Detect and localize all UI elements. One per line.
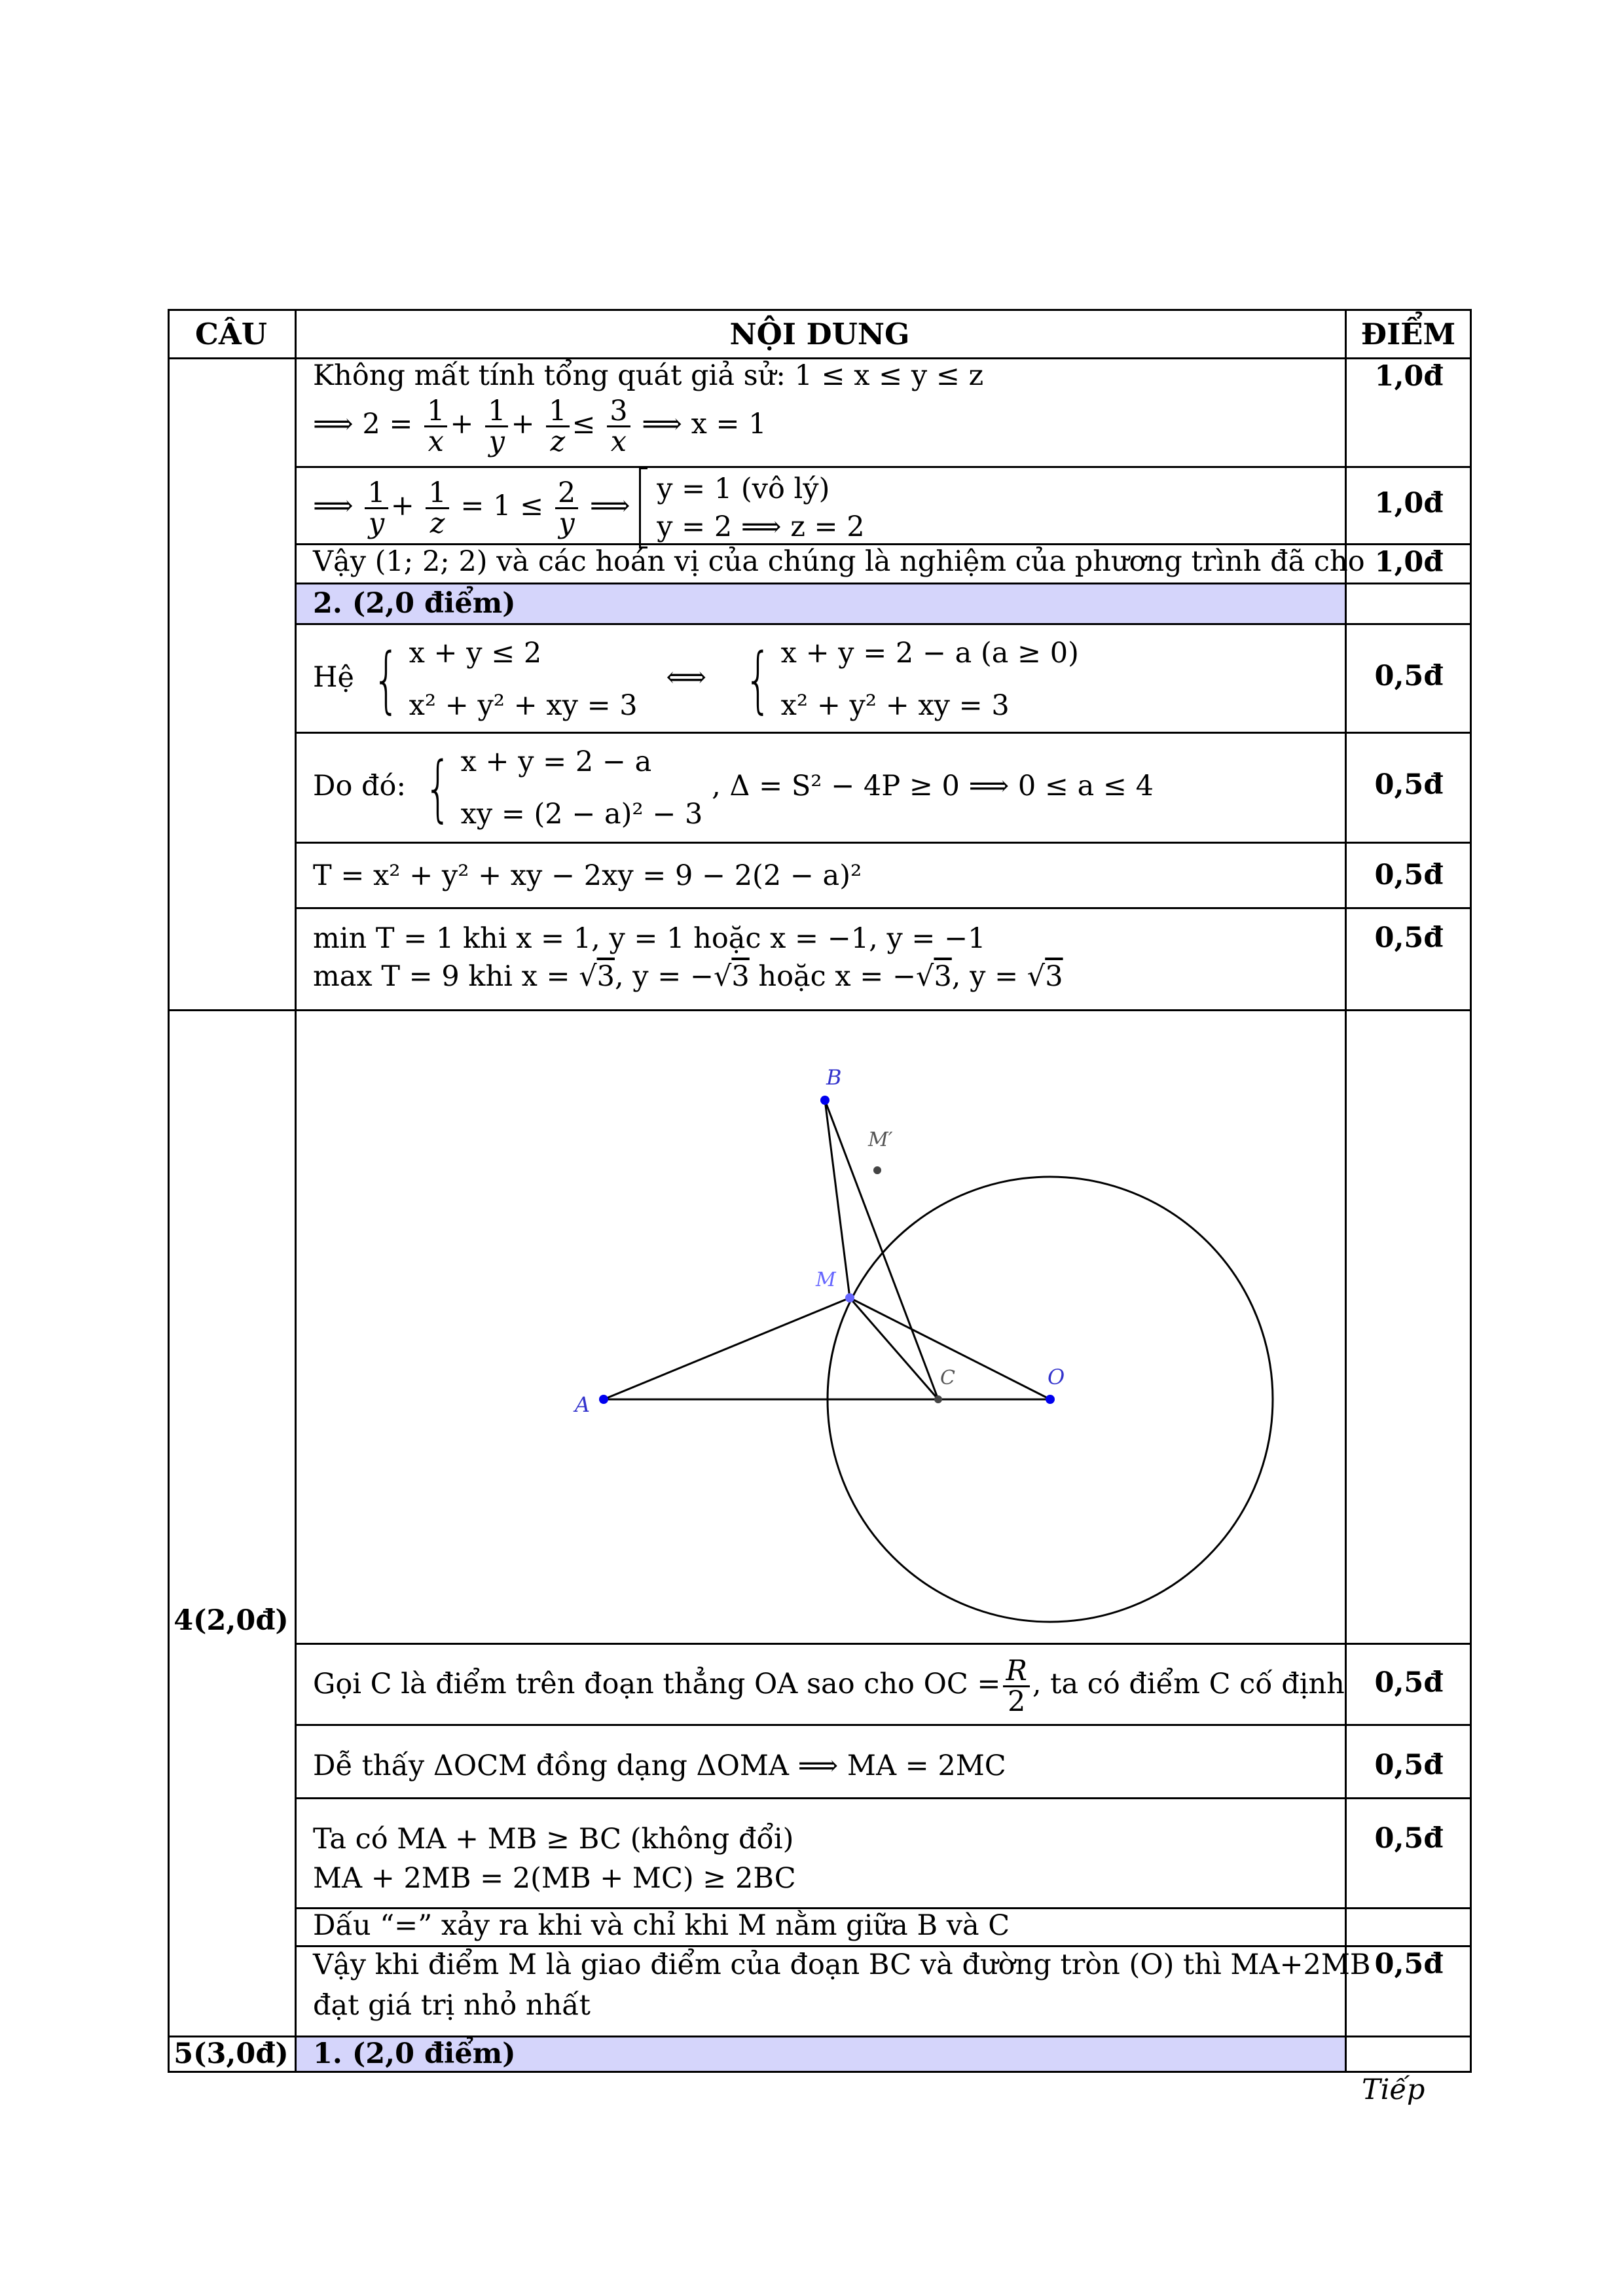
section-2-title: 2. (2,0 điểm) [313, 587, 516, 620]
q4-row1: Gọi C là điểm trên đoạn thẳng OA sao cho OC = $\frac{R}{2}$ , ta có điểm C cố định [313, 1654, 1345, 1718]
row3-text: Vậy (1; 2; 2) và các hoán vị của chúng là nghiệm của phương trình đã cho [313, 545, 1365, 578]
label-a: A [575, 1392, 591, 1417]
table-rule [295, 583, 1472, 584]
q4-row3-points: 0,5đ [1374, 1822, 1444, 1855]
table-rule [295, 907, 1472, 909]
header-points: ĐIỂM [1360, 317, 1456, 351]
label-b: B [826, 1065, 842, 1090]
table-rule [295, 623, 1472, 625]
table-rule [295, 1797, 1472, 1799]
row6-points: 0,5đ [1374, 859, 1444, 891]
case-bracket [639, 467, 647, 548]
question-5-label: 5(3,0đ) [173, 2037, 289, 2070]
table-rule [295, 1724, 1472, 1726]
table-rule [295, 1945, 1472, 1947]
q4-row2: Dễ thấy ΔOCM đồng dạng ΔOMA ⟹ MA = 2MC [313, 1749, 1006, 1782]
segment-mc [850, 1298, 938, 1399]
row5-points: 0,5đ [1374, 768, 1444, 801]
label-o: O [1048, 1365, 1065, 1390]
row3-points: 1,0đ [1374, 546, 1444, 579]
row6-text: T = x² + y² + xy − 2xy = 9 − 2(2 − a)² [313, 859, 862, 892]
table-rule [295, 732, 1472, 734]
row2-content: ⟹ $\frac{1}{y}$ + $\frac{1}{z}$ = 1 ≤ $\frac{2}{y}$ ⟹ y = 1 (vô lý) y = 2 ⟹ z = 2 [313, 467, 865, 548]
q4-row5-points: 0,5đ [1374, 1948, 1444, 1981]
table-rule [168, 309, 1472, 311]
q4-row3-line1: Ta có MA + MB ≥ BC (không đổi) [313, 1823, 794, 1856]
q4-row5-line2: đạt giá trị nhỏ nhất [313, 1989, 591, 2022]
row5-content: Do đó: { x + y = 2 − a xy = (2 − a)² − 3 , Δ = S² − 4P ≥ 0 ⟹ 0 ≤ a ≤ 4 [313, 745, 1154, 831]
continued-note: Tiếp [1362, 2073, 1425, 2106]
label-m: M [816, 1268, 836, 1291]
header-cau: CÂU [195, 317, 267, 351]
row7-line1: min T = 1 khi x = 1, y = 1 hoặc x = −1, y = −1 [313, 922, 986, 955]
row7-points: 0,5đ [1374, 922, 1444, 954]
header-content: NỘI DUNG [729, 317, 910, 351]
point-b [820, 1096, 830, 1105]
geometry-figure [295, 1011, 1345, 1643]
row1-line2: ⟹ 2 = $\frac{1}{x}$ + $\frac{1}{y}$ + $\frac{1}{z}$ ≤ $\frac{3}{x}$ ⟹ x = 1 [313, 394, 767, 458]
point-o [1046, 1395, 1055, 1404]
row1-line1: Không mất tính tổng quát giả sử: 1 ≤ x ≤ y ≤ z [313, 359, 984, 392]
row1-points: 1,0đ [1374, 360, 1444, 393]
row4-points: 0,5đ [1374, 660, 1444, 692]
section-5-1-title: 1. (2,0 điểm) [313, 2037, 516, 2070]
question-4-label: 4(2,0đ) [173, 1604, 289, 1637]
table-rule [168, 309, 170, 2073]
label-m-prime: M′ [868, 1128, 893, 1151]
q4-row5-line1: Vậy khi điểm M là giao điểm của đoạn BC và đường tròn (O) thì MA+2MB [313, 1948, 1371, 1981]
q4-row1-points: 0,5đ [1374, 1666, 1444, 1699]
row7-line2: max T = 9 khi x = √3, y = −√3 hoặc x = −√3, y = √3 [313, 960, 1063, 993]
table-rule [295, 1643, 1472, 1645]
segment-am [604, 1298, 850, 1399]
table-rule [168, 2071, 1472, 2073]
table-rule [295, 842, 1472, 844]
label-c: C [940, 1367, 955, 1390]
q4-row3-line2: MA + 2MB = 2(MB + MC) ≥ 2BC [313, 1862, 796, 1895]
q4-row2-points: 0,5đ [1374, 1749, 1444, 1782]
point-a [599, 1395, 608, 1404]
row4-content: Hệ { x + y ≤ 2 x² + y² + xy = 3 ⟺ { x + y = 2 − a (a ≥ 0) x² + y² + xy = 3 [313, 637, 1079, 722]
point-m [845, 1293, 854, 1302]
q4-row4: Dấu “=” xảy ra khi và chỉ khi M nằm giữa B và C [313, 1909, 1010, 1942]
answer-table [168, 309, 1472, 2073]
point-c [934, 1395, 942, 1403]
row2-points: 1,0đ [1374, 487, 1444, 520]
point-m-prime [873, 1166, 881, 1174]
